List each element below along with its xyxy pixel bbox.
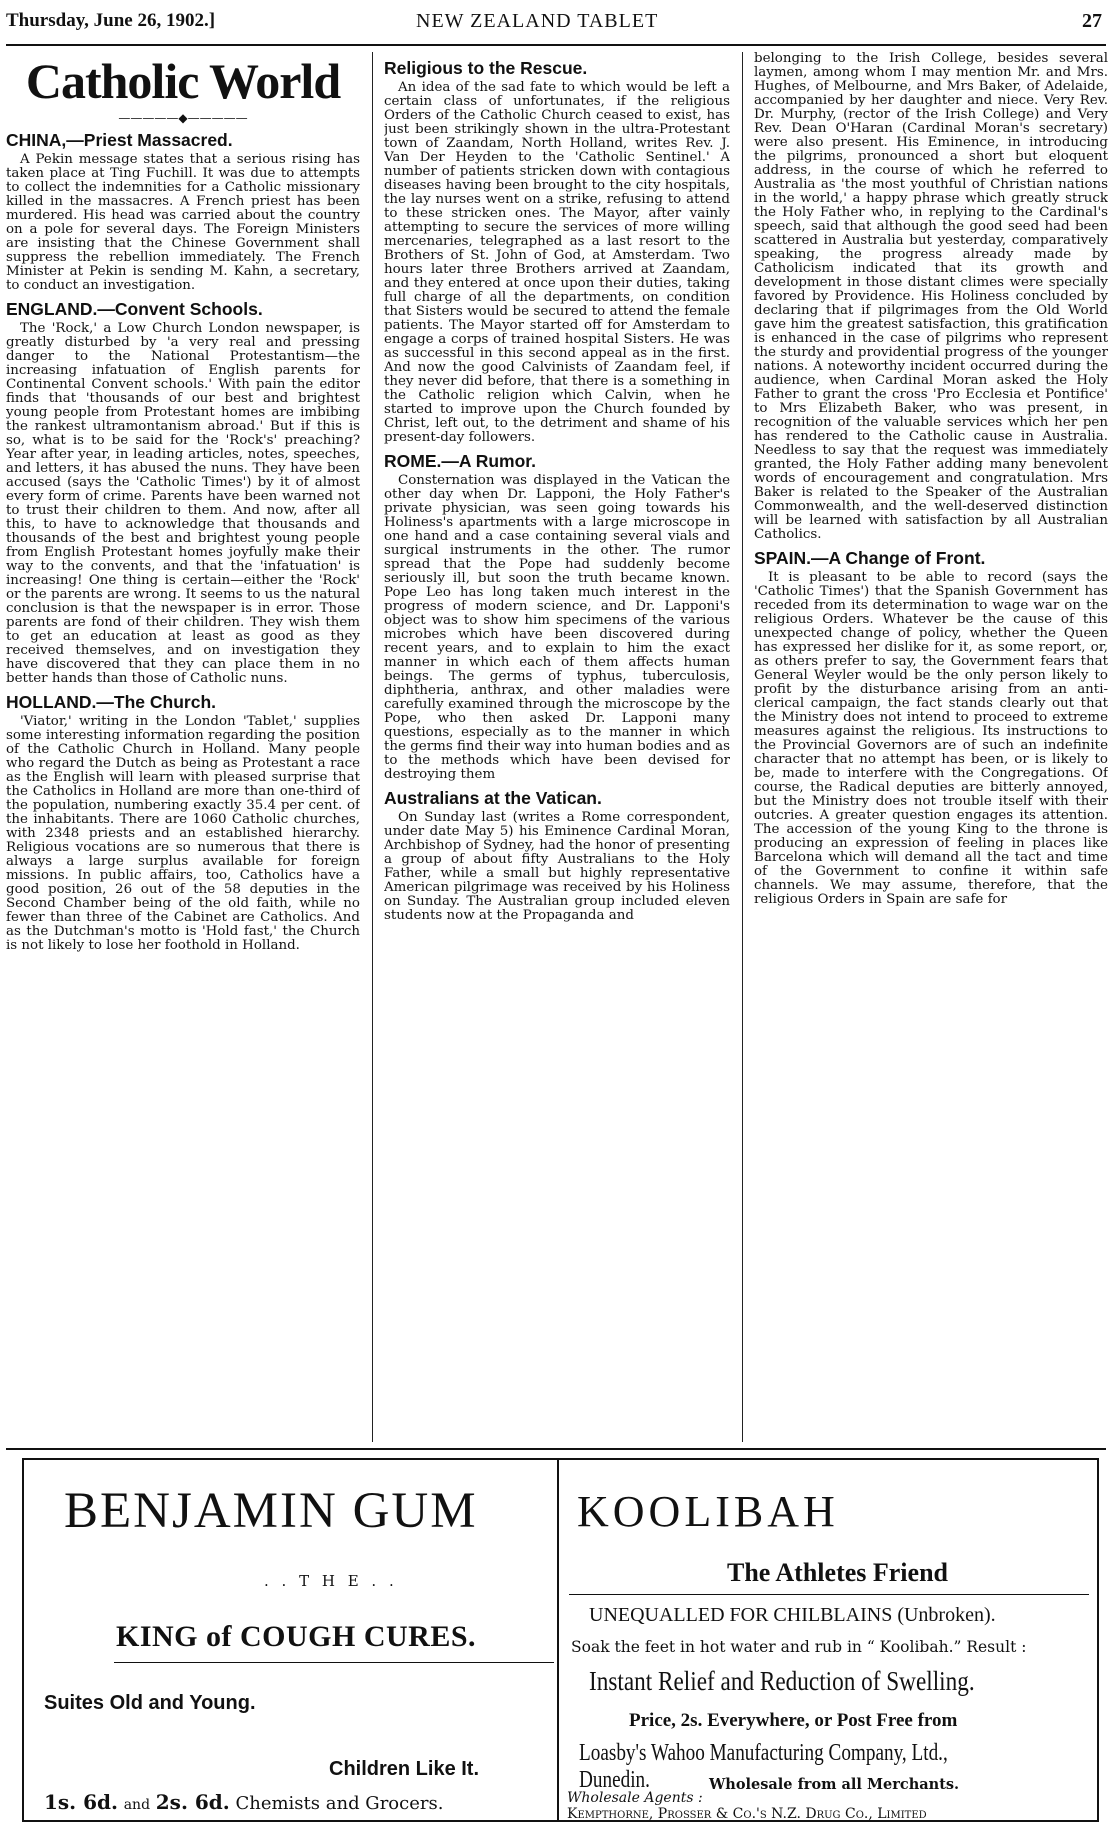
ad-benjamin-price-b: 2s. 6d. [155,1790,230,1814]
issue-date: Thursday, June 26, 1902.] [6,10,216,31]
masthead-ornament: —————◆————— [118,111,248,125]
article-heading-england: ENGLAND.—Convent Schools. [6,299,263,319]
column-divider [742,52,743,1442]
ad-koolibah-rule [569,1594,1089,1595]
header-rule [6,44,1106,46]
article-body-holland: 'Viator,' writing in the London 'Tablet,' supplies some interesting information regarding the position of the Catholic Church in Holland. Many people who regard the Dutch as being as Protestant a race as the English will learn with pleased surprise that the Catholics in Holland are more than one-third of the population, numbering exactly 35.4 per cent. of the inhabitants. There are 1060 Catholic churches, with 2348 priests and an established hierarchy. Religious vocations are so numerous that there is always a large surplus available for foreign missions. In public affairs, too, Catholics have a good position, 26 out of the 58 deputies in the Second Chamber being of the old faith, while no fewer than three of the Cabinet are Catholics. And as the Dutchman's motto is 'Hold fast,' the Church is not likely to lose her foothold in Holland. [6,714,360,953]
ad-koolibah [557,1458,1099,1822]
article-heading-spain: SPAIN.—A Change of Front. [754,548,986,568]
column-3 [754,52,1108,1442]
ad-benjamin-chemists: Chemists and Grocers. [235,1793,444,1814]
article-body-spain: It is pleasant to be able to record (says the 'Catholic Times') that the Spanish Government has receded from its determination to wage war on the religious Orders. Whatever be the cause of this unexpected change of policy, whether the Queen has expressed her dislike for it, as some report, or, as others prefer to say, the Government fears that General Weyler would be the only person likely to profit by the disturbance arising from an anti-clerical campaign, the fact stands clearly out that the Ministry does not intend to proceed to extreme measures against the religious. Its instructions to the Provincial Governors are of such an indefinite character that no attempt has been, or is likely to be, made to interfere with the Congregations. Of course, the Radical deputies are bitterly annoyed, but the Ministry does not trouble itself with their outcries. A greater question engages its attention. The accession of the young King to the throne is producing an expression of feeling in places like Barcelona which will demand all the tact and time of the Government to confine it within safe channels. We may assume, therefore, that the religious Orders in Spain are safe for [754,570,1108,907]
article-body-china: A Pekin message states that a serious rising has taken place at Ting Fuchill. It was due to attempts to collect the indemnities for a Catholic missionary killed in the massacres. A French priest has been murdered. His head was carried about the country on a pole for several days. The Foreign Ministers are insisting that the Chinese Government shall suppress the rebellion immediately. The French Minister at Pekin is sending M. Kahn, a secretary, to conduct an investigation. [6,152,360,293]
ad-benjamin-price [44,1790,443,1814]
ad-koolibah-unequalled: UNEQUALLED FOR CHILBLAINS (Unbroken). [589,1604,996,1626]
article-heading-rome: ROME.—A Rumor. [384,451,536,471]
article-body-australians: On Sunday last (writes a Rome correspondent, under date May 5) his Eminence Cardinal Moran, Archbishop of Sydney, had the honor of presenting a group of about fifty Australians to the Holy Father, while a small but highly representative American pilgrimage was received by his Holiness on Sunday. The Australian group included eleven students now at the Propaganda and [384,810,730,923]
ad-benjamin-king: KING of COUGH CURES. [116,1620,477,1653]
ad-benjamin-rule [114,1662,554,1663]
ad-koolibah-price: Price, 2s. Everywhere, or Post Free from [629,1710,958,1731]
article-heading-china: CHINA,—Priest Massacred. [6,130,233,150]
column-divider [372,52,373,1442]
section-masthead: Catholic World [25,53,341,109]
page-header [6,8,1106,36]
article-body-australians-continued: belonging to the Irish College, besides several laymen, among whom I may mention Mr. and Mrs. Hughes, of Melbourne, and Mrs Baker, of Adelaide, accompanied by her daughter and niece. Very Rev. Dr. Murphy, (rector of the Irish College) and Very Rev. Dean O'Haran (Cardinal Moran's secretary) were also present. His Eminence, in introducing the pilgrims, pronounced a short but eloquent address, in the course of which he referred to Australia as 'the most youthful of Christian nations in the world,' a happy phrase which greatly struck the Holy Father who, in replying to the Cardinal's speech, said that although the good seed had been scattered in Australia but yesterday, comparatively speaking, the progress already made by Catholicism indicated that its growth and development in those distant climes were specially favored by Providence. His Holiness concluded by declaring that if pilgrimages from the Old World gave him the greatest satisfaction, this gratification is enhanced in the case of pilgrims who represent the sturdy and providential progress of the younger nations. A noteworthy incident occurred during the audience, when Cardinal Moran asked the Holy Father to grant the cross 'Pro Ecclesia et Pontifice' to Mrs Elizabeth Baker, who was present, in recognition of the valuable services which her pen has rendered to the Catholic cause in Australia. Needless to say that the request was immediately granted, the Holy Father adding many benevolent words of encouragement and congratulation. Mrs Baker is related to the Speaker of the Australian Commonwealth, and the well-deserved distinction will be learned with satisfaction by all Australian Catholics. [754,52,1108,542]
ad-benjamin-title: BENJAMIN GUM [64,1483,478,1539]
article-heading-rescue: Religious to the Rescue. [384,58,588,78]
advertisement-rule [6,1448,1106,1450]
column-1 [6,52,360,1442]
ad-benjamin-gum [22,1458,558,1822]
article-heading-holland: HOLLAND.—The Church. [6,692,216,712]
ad-koolibah-company: Loasby's Wahoo Manufacturing Company, Ltd., Dunedin. [579,1740,948,1793]
article-heading-australians: Australians at the Vatican. [384,788,602,808]
ad-benjamin-children: Children Like It. [329,1758,480,1780]
ad-benjamin-the: . . T H E . . [264,1572,398,1590]
ad-koolibah-wholesale: Wholesale from all Merchants. [709,1776,960,1793]
article-body-rescue: An idea of the sad fate to which would be left a certain class of unfortunates, if the religious Orders of the Catholic Church ceased to exist, has just been strikingly shown in the ultra-Protestant town of Zaandam, North Holland, writes Rev. J. Van Der Heyden to the 'Catholic Sentinel.' A number of patients stricken down with contagious diseases having been brought to the city hospitals, the lay nurses went on a strike, refusing to attend to these stricken ones. The Mayor, after vainly attempting to secure the services of more willing mercenaries, telegraphed as a last resort to the Brothers of St. John of God, at Amsterdam. Two hours later three Brothers arrived at Zaandam, and they entered at once upon their duties, taking full charge of all the departments, on condition that Sisters would be secured to attend the female patients. The Mayor started off for Amsterdam to engage a corps of trained hospital Sisters. He was as successful in this second appeal as in the first. And now the good Calvinists of Zaandam feel, if they never did before, that there is a something in the Catholic religion which Calvin, when he started to improve upon the Church founded by Christ, left out, to the detriment and shame of his present-day followers. [384,80,730,445]
ad-koolibah-friend: The Athletes Friend [727,1558,948,1587]
ad-koolibah-relief: Instant Relief and Reduction of Swelling. [589,1666,975,1696]
article-body-england: The 'Rock,' a Low Church London newspaper, is greatly disturbed by 'a very real and pressing danger to the National Protestantism—the increasing infatuation of English parents for Continental Convent schools.' With pain the editor finds that 'thousands of our best and brightest young people from Protestant homes are imbibing the rankest ultramontanism abroad.' But if this is so, what is to be said for the 'Rock's' preaching? Year after year, in leading articles, notes, speeches, and letters, it has abused the nuns. They have been accused (says the 'Catholic Times') by it of almost every form of crime. Parents have been warned not to trust their children to them. And now, after all this, to have to acknowledge that thousands and thousands of the best and brightest young people from English Protestant homes joyfully make their way to the convents, and that the 'infatuation' is increasing! One thing is certain—either the 'Rock' or the parents are wrong. It seems to us the natural conclusion is that the newspaper is in error. Those parents are fond of their children. They wish them to get an education at least as good as they received themselves, and on investigation they have discovered that they can place them in no better hands than those of Catholic nuns. [6,321,360,686]
ad-koolibah-title: KOOLIBAH [577,1487,839,1536]
ad-koolibah-agents: Kempthorne, Prosser & Co.'s N.Z. Drug Co., Limited [567,1806,927,1822]
ad-benjamin-suits: Suites Old and Young. [44,1692,256,1714]
publication-title: NEW ZEALAND TABLET [416,10,659,32]
ad-benjamin-and: and [123,1797,151,1813]
ad-koolibah-soak: Soak the feet in hot water and rub in “ Koolibah.” Result : [571,1638,1027,1656]
article-body-rome: Consternation was displayed in the Vatican the other day when Dr. Lapponi, the Holy Father's private physician, was seen going towards his Holiness's apartments with a large microscope in one hand and a case containing several vials and surgical instruments in the other. The rumor spread that the Pope had suddenly become seriously ill, but soon the truth became known. Pope Leo has long taken much interest in the progress of modern science, and Dr. Lapponi's object was to show him specimens of the various microbes which have been discovered during recent years, and to explain to him the exact manner in which each of them affects human beings. The germs of typhus, tuberculosis, diphtheria, anthrax, and other maladies were carefully examined through the microscope by the Pope, who then asked Dr. Lapponi many questions, especially as to the manner in which the germs find their way into human bodies and as to the methods which have been devised for destroying them [384,473,730,782]
page-number: 27 [1082,10,1102,32]
ad-koolibah-agents-label: Wholesale Agents : [567,1790,703,1806]
ad-benjamin-price-a: 1s. 6d. [44,1790,118,1814]
column-2 [384,52,730,1442]
